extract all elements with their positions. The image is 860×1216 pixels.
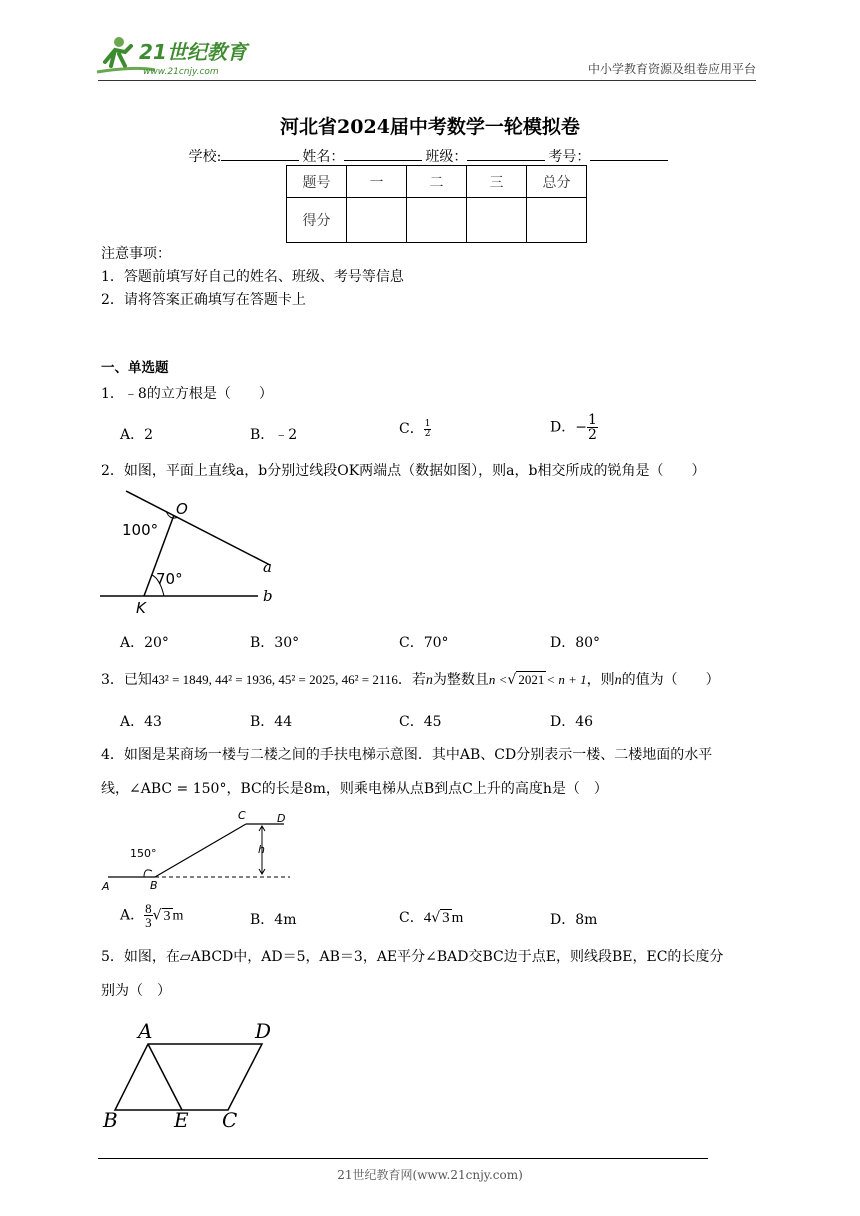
- option-prefix: C．: [399, 421, 424, 437]
- label-angle-100: 100°: [122, 521, 159, 539]
- fraction: [587, 413, 598, 442]
- score-header-cell: 总分: [527, 166, 587, 198]
- label-angle-70: 70°: [156, 570, 183, 588]
- denominator: 2: [587, 427, 597, 443]
- question-5-line1: 5．如图，在▱ABCD中，AD＝5，AB＝3，AE平分∠BAD交BC边于点E，则线段BE，EC的长度分: [101, 949, 724, 965]
- label-A: A: [138, 1019, 153, 1043]
- unit: m: [451, 910, 464, 926]
- score-cell[interactable]: [347, 198, 407, 243]
- numerator: 1: [424, 418, 431, 429]
- q4-option-c[interactable]: C．4√ 3 m: [399, 910, 464, 926]
- q3-ineq-left: n <: [488, 672, 508, 687]
- q1-option-d[interactable]: [550, 413, 598, 442]
- student-info-row: [0, 146, 860, 166]
- radicand: 3: [442, 910, 450, 926]
- question-2-stem: 2．如图，平面上直线a，b分别过线段OK两端点（数据如图），则a，b相交所成的锐角是（ ）: [101, 463, 706, 479]
- label-b: b: [263, 587, 273, 605]
- q4-figure: [100, 805, 295, 897]
- q1-option-b[interactable]: B．﹣2: [250, 427, 298, 443]
- label-K: K: [136, 599, 146, 617]
- radicand: 2021: [518, 672, 545, 687]
- page-title: 河北省2024届中考数学一轮模拟卷: [280, 116, 580, 138]
- minus-sign: −: [575, 419, 587, 436]
- label-a: a: [263, 558, 272, 576]
- platform-name: 中小学教育资源及组卷应用平台: [587, 62, 756, 76]
- question-1-stem: 1．﹣8的立方根是（ ）: [101, 386, 273, 402]
- parallelogram: [115, 1044, 262, 1110]
- question-4-line2: 线，∠ABC = 150°，BC的长是8m，则乘电梯从点B到点C上升的高度h是（ ）: [101, 781, 608, 797]
- q3-text: ，则: [586, 672, 615, 688]
- logo-text: 21世纪教育: [139, 40, 247, 64]
- logo-graphic: [95, 32, 265, 78]
- label-D: D: [255, 1019, 272, 1043]
- exam-no-field[interactable]: [590, 148, 668, 161]
- q4-option-b[interactable]: B．4m: [250, 912, 297, 928]
- score-cell[interactable]: [407, 198, 467, 243]
- label-E: E: [174, 1108, 189, 1132]
- q1-option-c[interactable]: [399, 418, 431, 439]
- q3-text: 为整数且: [432, 672, 489, 688]
- score-header-cell: 题号: [287, 166, 347, 198]
- q2-option-b[interactable]: B．30°: [250, 635, 300, 651]
- class-label: 班级：: [425, 149, 468, 165]
- question-3-stem: 3．已知43² = 1849, 44² = 1936, 45² = 2025, 46² = 2116．若n为整数且n <√ 2021 < n + 1，则n的值为（ ）: [101, 672, 720, 688]
- var-n: n: [614, 673, 622, 688]
- unit: m: [172, 908, 184, 924]
- footer-divider: [98, 1158, 708, 1159]
- score-cell[interactable]: [527, 198, 587, 243]
- q2-option-a[interactable]: A．20°: [120, 635, 169, 651]
- q3-text: ．若: [397, 672, 426, 688]
- q3-option-b[interactable]: B．44: [250, 714, 293, 730]
- q2-option-d[interactable]: D．80°: [550, 635, 601, 651]
- coefficient: 4: [423, 910, 432, 926]
- score-header-cell: 三: [467, 166, 527, 198]
- q4-option-d[interactable]: D．8m: [550, 912, 598, 928]
- section-heading: 一、单选题: [101, 360, 169, 376]
- numerator: 8: [145, 901, 152, 916]
- fraction: [144, 902, 153, 929]
- label-D: D: [277, 812, 286, 825]
- note-item: 2．请将答案正确填写在答题卡上: [101, 292, 306, 308]
- note-item: 1．答题前填写好自己的姓名、班级、考号等信息: [101, 269, 404, 285]
- label-B: B: [150, 879, 158, 892]
- q3-option-c[interactable]: C．45: [399, 714, 442, 730]
- option-prefix: A．: [120, 907, 145, 924]
- numerator: 1: [587, 412, 597, 428]
- score-header-cell: 二: [407, 166, 467, 198]
- logo: [95, 32, 265, 78]
- question-5-line2: 别为（ ）: [101, 983, 171, 999]
- q3-ineq-right: < n + 1: [546, 672, 587, 687]
- logo-url: www.21cnjy.com: [143, 67, 219, 77]
- label-angle-150: 150°: [130, 847, 157, 860]
- footer-text: 21世纪教育网(www.21cnjy.com): [337, 1168, 523, 1182]
- var-n: n: [425, 673, 433, 688]
- denominator: 3: [145, 915, 152, 930]
- school-field[interactable]: [221, 148, 299, 161]
- score-cell[interactable]: [467, 198, 527, 243]
- label-O: O: [176, 500, 188, 518]
- q5-figure: [100, 1014, 280, 1134]
- exam-no-label: 考号：: [548, 149, 591, 165]
- q2-option-c[interactable]: C．70°: [399, 635, 449, 651]
- name-field[interactable]: [344, 148, 422, 161]
- q3-option-a[interactable]: A．43: [120, 714, 162, 730]
- q3-squares: 43² = 1849, 44² = 1936, 45² = 2025, 46² = 2116: [151, 672, 398, 687]
- option-prefix: D．: [550, 419, 576, 436]
- option-prefix: C．: [399, 910, 424, 926]
- q2-figure: [98, 487, 283, 617]
- q3-option-d[interactable]: D．46: [550, 714, 594, 730]
- score-table: [286, 165, 587, 243]
- label-B: B: [103, 1108, 118, 1132]
- label-A: A: [102, 880, 110, 893]
- header-divider: [98, 80, 756, 81]
- fraction: [424, 420, 432, 439]
- notes-heading: 注意事项：: [101, 246, 171, 262]
- label-C: C: [238, 809, 246, 822]
- label-C: C: [222, 1108, 238, 1132]
- q3-prefix: 3．已知: [101, 672, 152, 688]
- denominator: 2: [424, 428, 431, 439]
- segment-ae: [148, 1044, 182, 1110]
- escalator-bc: [155, 824, 246, 877]
- name-label: 姓名：: [302, 149, 345, 165]
- class-field[interactable]: [467, 148, 545, 161]
- angle-arc: [144, 870, 152, 877]
- question-4-line1: 4．如图是某商场一楼与二楼之间的手扶电梯示意图．其中AB、CD分别表示一楼、二楼地面的水平: [101, 747, 713, 763]
- score-header-cell: 一: [347, 166, 407, 198]
- q3-text: 的值为（ ）: [621, 672, 720, 688]
- school-label: 学校:: [188, 149, 222, 165]
- q1-option-a[interactable]: A．2: [120, 427, 154, 443]
- label-h: h: [258, 843, 265, 856]
- radicand: 3: [163, 908, 171, 924]
- score-row-label: 得分: [287, 198, 347, 243]
- q4-option-a[interactable]: A． $\frac{8}{3}$ √ 3 m: [120, 901, 184, 930]
